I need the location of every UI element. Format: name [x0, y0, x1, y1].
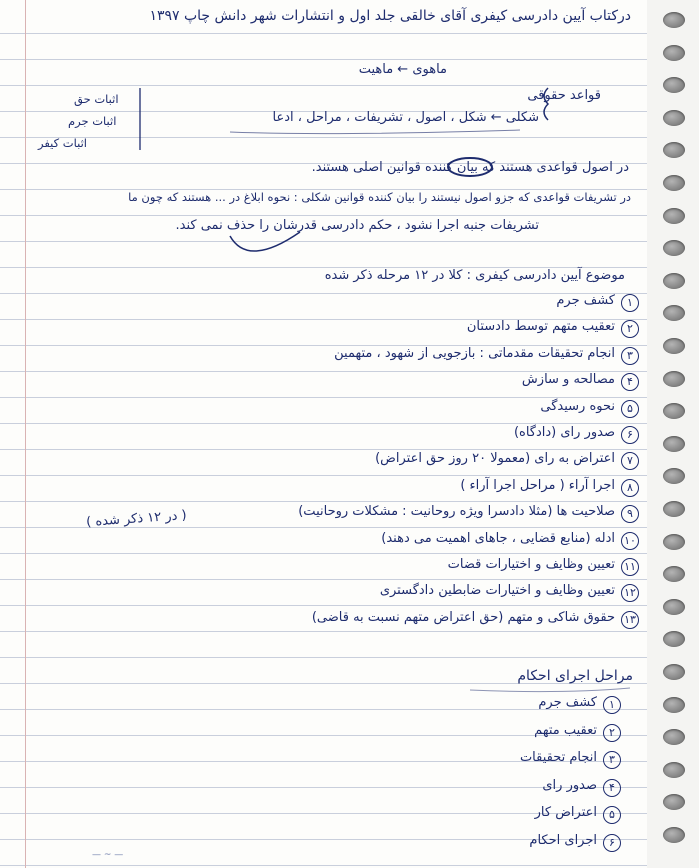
stage-item-text: اجرای احکام	[529, 832, 597, 848]
topic-item-text: مصالحه و سازش	[521, 372, 615, 388]
topic-side-note: ( در ۱۲ ذکر شده )	[85, 508, 188, 530]
topic-item-number: ۵	[621, 400, 639, 418]
stage-item-number: ۶	[603, 834, 621, 852]
side-list-1: اثبات حق	[74, 92, 119, 106]
topic-item-number: ۱۰	[621, 532, 639, 550]
topic-item-number: ۱	[621, 294, 639, 312]
side-list-2: اثبات جرم	[68, 114, 117, 128]
topic-item-number: ۴	[621, 373, 639, 391]
topic-item-text: اجرا آراء ( مراحل اجرا آراء )	[460, 477, 615, 493]
bottom-scribble: — ~ —	[92, 850, 124, 860]
stage-item-text: انجام تحقیقات	[519, 750, 597, 765]
shekli-line: شکلی ← شکل ، اصول ، تشریفات ، مراحل ، ادعا	[272, 110, 539, 125]
topic-item-text: کشف جرم	[556, 293, 615, 308]
mahiyat-line: ماهوی ← ماهیت	[358, 62, 447, 77]
topic-item-number: ۳	[621, 347, 639, 365]
stage-item-text: اعتراض کار	[534, 805, 597, 820]
note-line-1: در اصول قواعدی هستند که بیان کننده قوانین اصلی هستند.	[311, 160, 629, 175]
stage-item-number: ۵	[603, 806, 621, 824]
side-list-3: اثبات کیفر	[38, 136, 87, 150]
topic-item-text: تعیین وظایف و اختیارات ضابطین دادگستری	[379, 583, 615, 599]
stage-item-text: کشف جرم	[538, 695, 597, 710]
topic-heading: موضوع آیین دادرسی کیفری : کلا در ۱۲ مرحله ذکر شده	[324, 268, 625, 283]
topic-item-number: ۶	[621, 426, 639, 444]
stage-item-text: تعقیب متهم	[534, 722, 597, 738]
stage-item-text: صدور رای	[542, 777, 597, 793]
stage-item-number: ۴	[603, 779, 621, 797]
topic-item-text: نحوه رسیدگی	[540, 398, 615, 414]
stages-heading: مراحل اجرای احکام	[517, 668, 633, 684]
topic-item-number: ۷	[621, 452, 639, 470]
topic-item-number: ۱۱	[621, 558, 639, 576]
qavaed-label: قواعد حقوقی	[527, 88, 601, 103]
topic-item-text: صلاحیت ها (مثلا دادسرا ویژه روحانیت : مشکلات روحانیت)	[298, 504, 615, 520]
topic-item-text: حقوق شاکی و متهم (حق اعتراض متهم نسبت به قاضی)	[311, 609, 615, 625]
topic-item-number: ۸	[621, 479, 639, 497]
topic-item-number: ۹	[621, 505, 639, 523]
stage-item-number: ۳	[603, 751, 621, 769]
source-line: درکتاب آیین دادرسی کیفری آقای خالقی جلد اول و انتشارات شهر دانش چاپ ۱۳۹۷	[149, 8, 631, 24]
stage-item-number: ۲	[603, 724, 621, 742]
topic-item-text: ادله (منابع قضایی ، جاهای اهمیت می دهند)	[381, 530, 615, 546]
topic-item-text: صدور رای (دادگاه)	[513, 425, 615, 440]
topic-item-text: انجام تحقیقات مقدماتی : بازجویی از شهود ، متهمین	[334, 345, 615, 361]
stage-item-number: ۱	[603, 696, 621, 714]
topic-item-number: ۱۳	[621, 611, 639, 629]
note-line-3: تشریفات جنبه اجرا نشود ، حکم دادرسی قدرشان را حذف نمی کند.	[175, 218, 539, 233]
topic-item-text: تعیین وظایف و اختیارات قضات	[447, 557, 615, 572]
topic-item-text: تعقیب متهم توسط دادستان	[466, 319, 615, 335]
note-line-2: در تشریفات قواعدی که جزو اصول نیستند را بیان کننده قوانین شکلی : نحوه ابلاغ در ... هستند که چون ما	[128, 190, 631, 204]
topic-item-text: اعتراض به رای (معمولا ۲۰ روز حق اعتراض)	[375, 451, 615, 467]
topic-item-number: ۱۲	[621, 584, 639, 602]
topic-item-number: ۲	[621, 320, 639, 338]
